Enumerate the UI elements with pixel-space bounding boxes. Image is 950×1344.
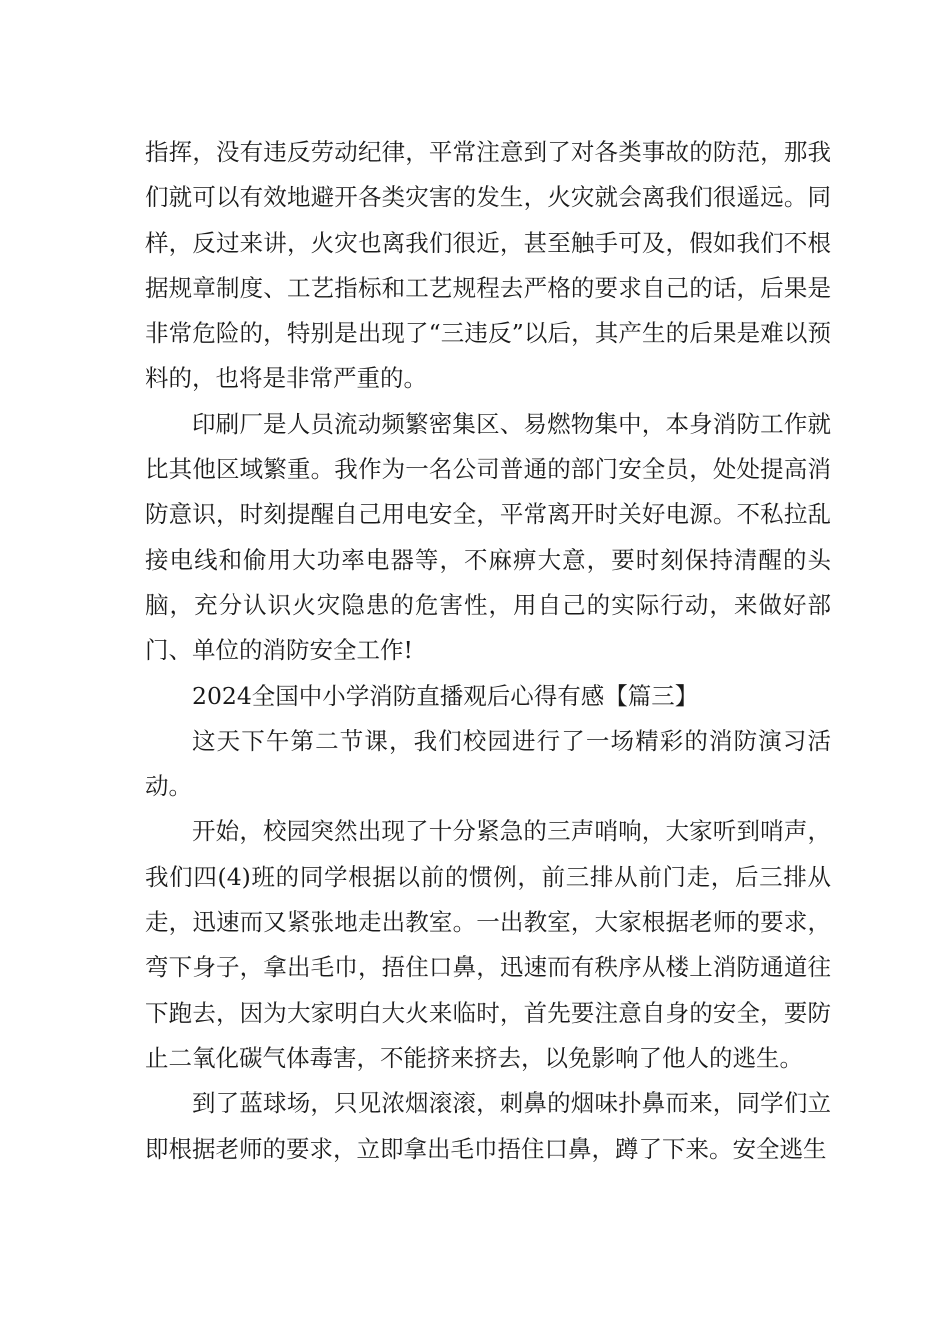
paragraph-continuation: 指挥，没有违反劳动纪律，平常注意到了对各类事故的防范，那我们就可以有效地避开各类灾害的发生，火灾就会离我们很遥远。同样，反过来讲，火灾也离我们很近，甚至触手可及，假如我们不根据规章制度、工艺指标和工艺规程去严格的要求自己的话，后果是非常危险的，特别是出现了“三违反”以后，其产生的后果是难以预料的，也将是非常严重的。 <box>145 138 831 393</box>
paragraph-intro: 这天下午第二节课，我们校园进行了一场精彩的消防演习活动。 <box>145 726 831 801</box>
paragraph-basketball-court: 到了蓝球场，只见浓烟滚滚，刺鼻的烟味扑鼻而来，同学们立即根据老师的要求，立即拿出毛巾捂住口鼻，蹲了下来。安全逃生 <box>145 1089 831 1163</box>
document-body <box>145 130 831 1172</box>
section-heading: 2024全国中小学消防直播观后心得有感【篇三】 <box>192 681 699 710</box>
paragraph-printing-plant: 印刷厂是人员流动频繁密集区、易燃物集中，本身消防工作就比其他区域繁重。我作为一名公司普通的部门安全员，处处提高消防意识，时刻提醒自己用电安全，平常离开时关好电源。不私拉乱接电线和偷用大功率电器等，不麻痹大意，要时刻保持清醒的头脑，充分认识火灾隐患的危害性，用自己的实际行动，来做好部门、单位的消防安全工作! <box>145 409 831 665</box>
paragraph-drill-start: 开始，校园突然出现了十分紧急的三声哨响，大家听到哨声，我们四(4)班的同学根据以前的惯例，前三排从前门走，后三排从走，迅速而又紧张地走出教室。一出教室，大家根据老师的要求，弯下身子，拿出毛巾，捂住口鼻，迅速而有秩序从楼上消防通道往下跑去，因为大家明白大火来临时，首先要注意自身的安全，要防止二氧化碳气体毒害，不能挤来挤去，以免影响了他人的逃生。 <box>145 817 831 1072</box>
